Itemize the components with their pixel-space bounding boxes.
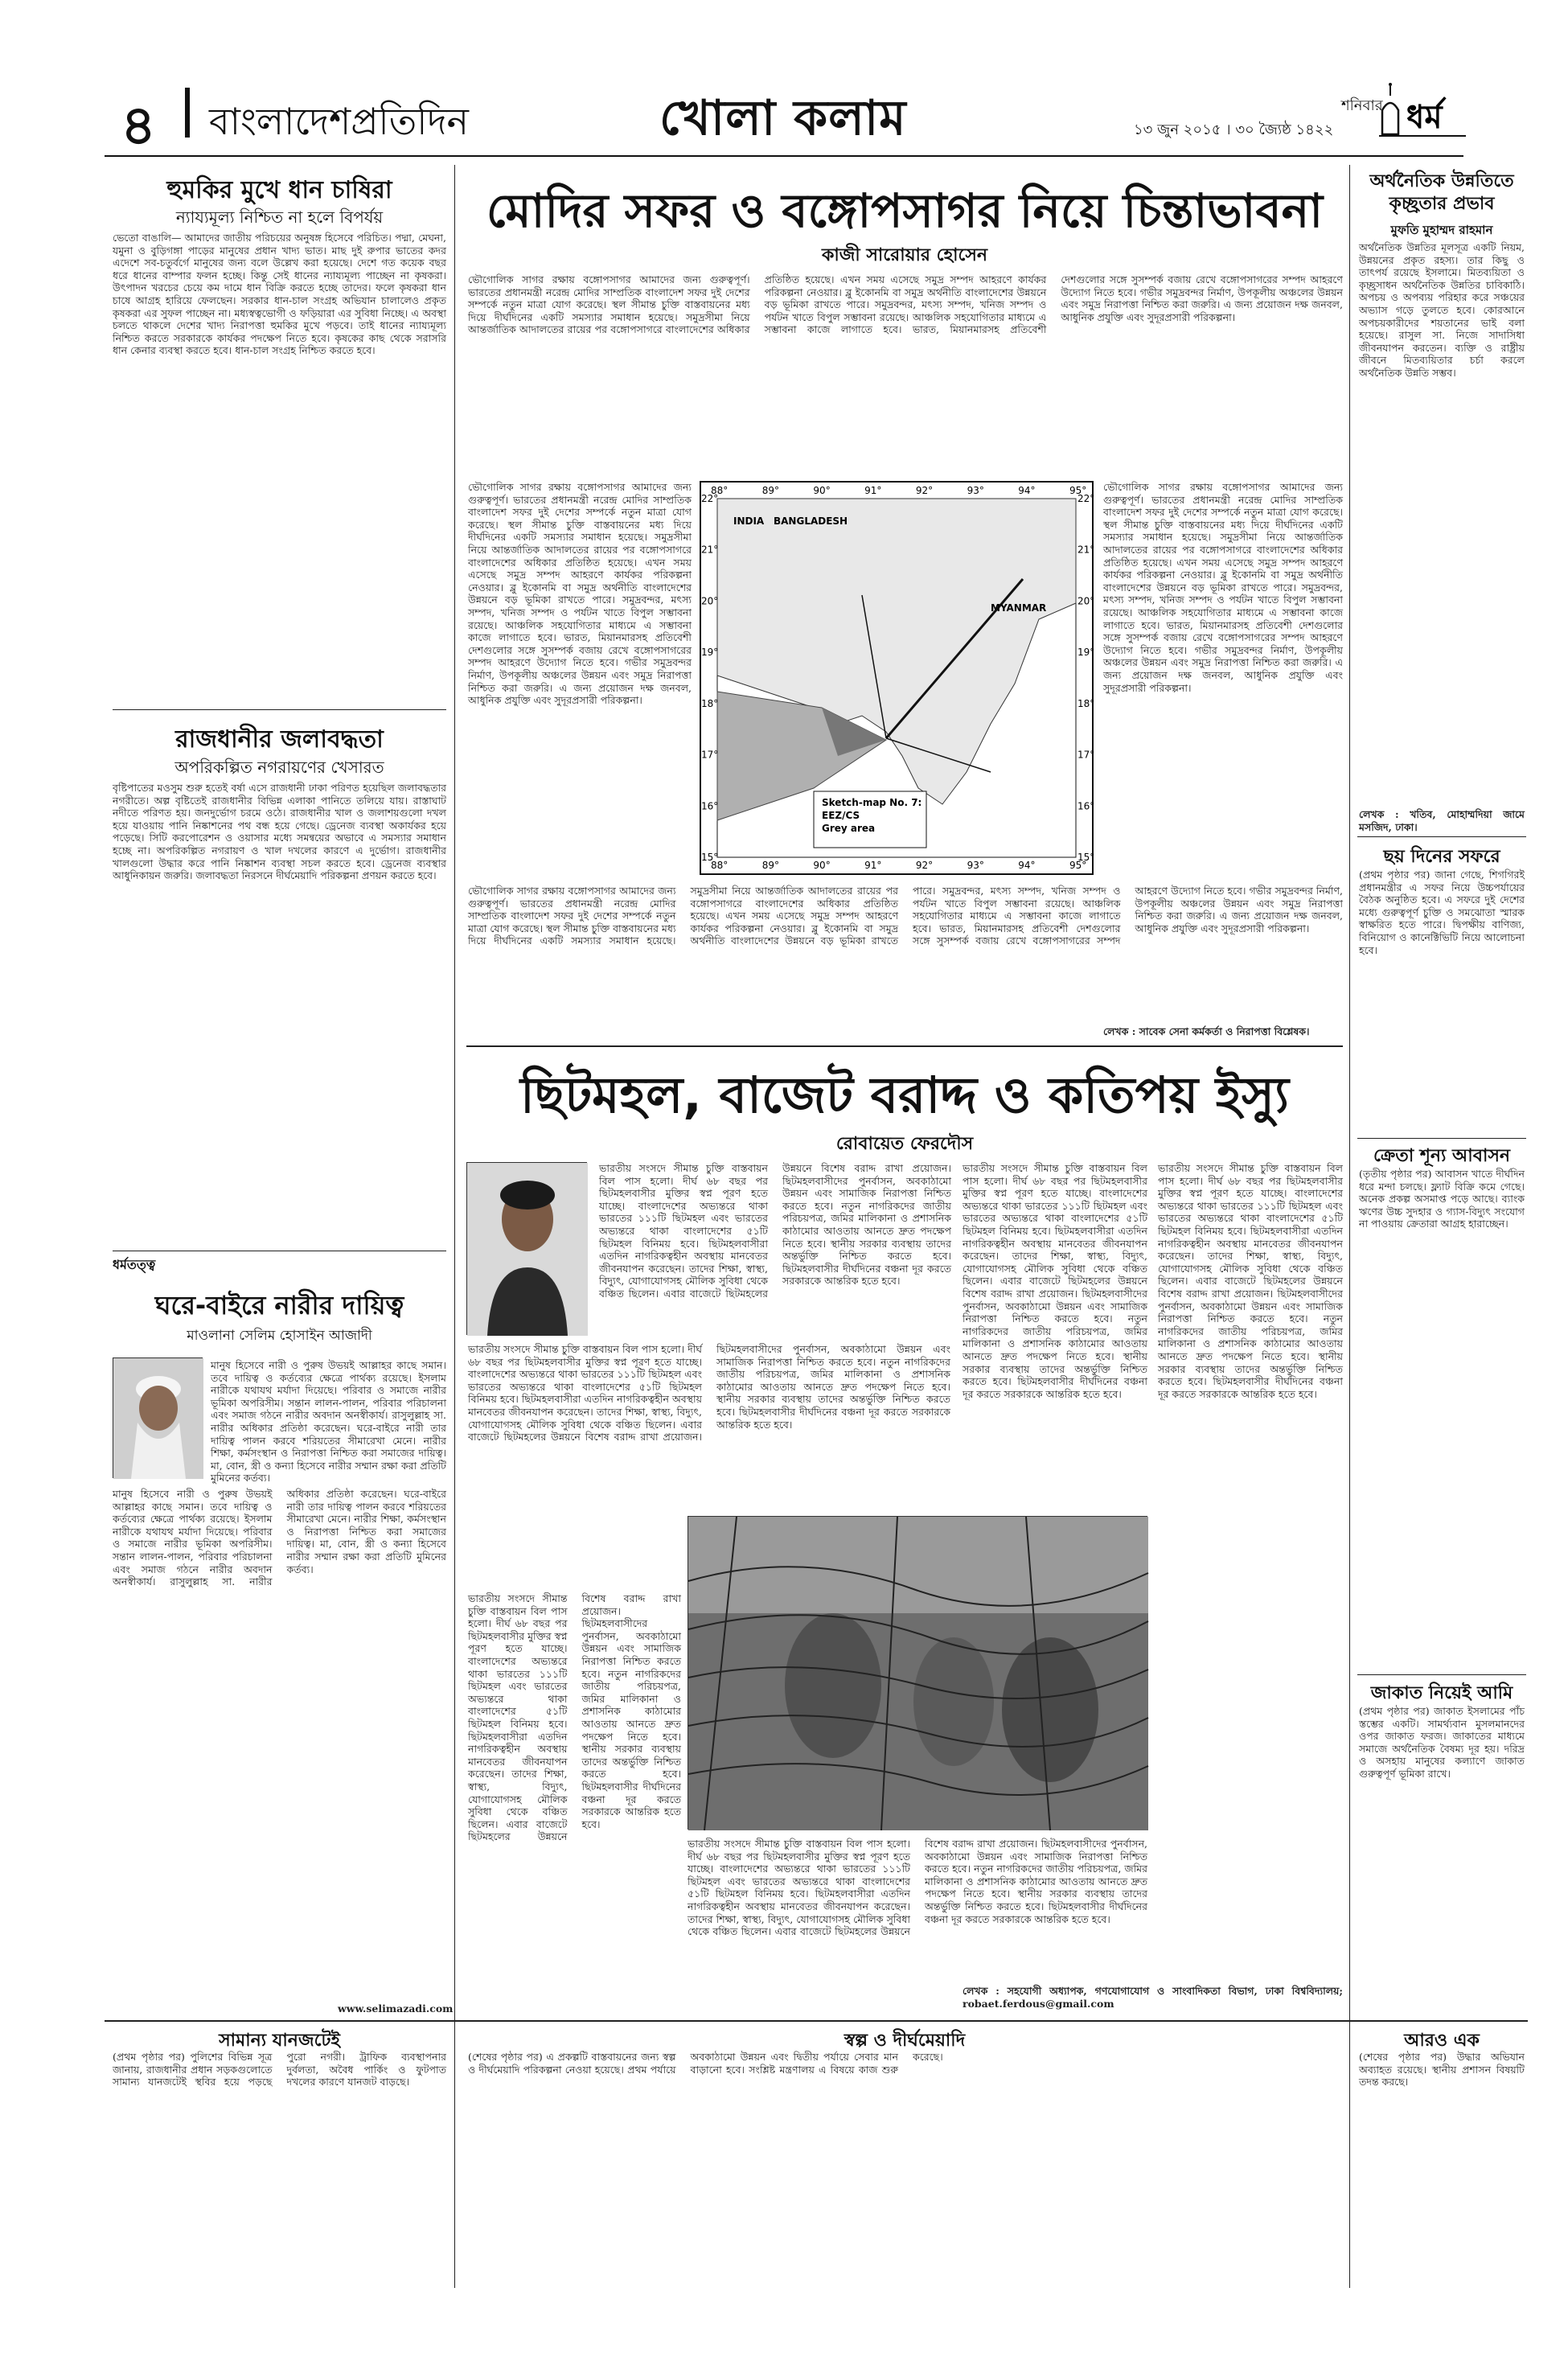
left-article1-subtitle: ন্যায্যমূল্য নিশ্চিত না হলে বিপর্যয়	[175, 207, 384, 227]
map-label-india: INDIA	[733, 515, 765, 527]
divider	[1357, 836, 1526, 837]
map-lon-tick: 93°	[967, 485, 984, 496]
dharma-logo	[1379, 78, 1467, 142]
section-title: খোলা কলাম	[659, 90, 907, 146]
date-line: ১৩ জুন ২০১৫ । ৩০ জ্যৈষ্ঠ ১৪২২	[1134, 121, 1334, 138]
map-lat-tick: 20°	[701, 595, 719, 607]
bottom-short2-title: স্বল্প ও দীর্ঘমেয়াদি	[844, 2031, 966, 2051]
map-lon-tick: 92°	[915, 860, 934, 871]
second-author: রোবায়েত ফেরদৌস	[835, 1134, 974, 1154]
map-lon-tick: 89°	[761, 485, 779, 496]
map-lat-tick: 17°	[1077, 749, 1095, 761]
main-body-right: ভৌগোলিক সাগর রক্ষায় বঙ্গোপসাগর আমাদের জন্য গুরুত্বপূর্ণ। ভারতের প্রধানমন্ত্রী নরেন্দ্র মোদির সাম্প্রতিক বাংলাদেশ সফর দুই দেশের সম্পর্কে নতুন মাত্রা যোগ করেছে। স্থল সীমান্ত চুক্তি বাস্তবায়নের মধ্য দিয়ে দীর্ঘদিনের একটি সমস্যার সমাধান হয়েছে। সমুদ্রসীমা নিয়ে আন্তর্জাতিক আদালতের রায়ের পর বঙ্গোপসাগরে বাংলাদেশের অধিকার প্রতিষ্ঠিত হয়েছে। এখন সময় এসেছে সমুদ্র সম্পদ আহরণে কার্যকর পরিকল্পনা নেওয়ার। ব্লু ইকোনমি বা সমুদ্র অর্থনীতি বাংলাদেশের উন্নয়নে বড় ভূমিকা রাখতে পারে। সমুদ্রবন্দর, মৎস্য সম্পদ, খনিজ সম্পদ ও পর্যটন খাতে বিপুল সম্ভাবনা রয়েছে। আঞ্চলিক সহযোগিতার মাধ্যমে এ সম্ভাবনা কাজে লাগাতে হবে। ভারত, মিয়ানমারসহ প্রতিবেশী দেশগুলোর সঙ্গে সুসম্পর্ক বজায় রেখে বঙ্গোপসাগরের সম্পদ আহরণে উদ্যোগ নিতে হবে। গভীর সমুদ্রবন্দর নির্মাণ, উপকূলীয় অঞ্চলের উন্নয়ন এবং সমুদ্র নিরাপত্তা নিশ্চিত করা জরুরি। এ জন্য প্রয়োজন দক্ষ জনবল, আধুনিক প্রযুক্তি এবং সুদূরপ্রসারী পরিকল্পনা।	[1103, 481, 1343, 694]
map-lat-tick: 18°	[1077, 697, 1095, 709]
author-photo-azadi	[113, 1357, 203, 1478]
map-label-bangladesh: BANGLADESH	[774, 515, 848, 527]
map-lat-tick: 19°	[701, 647, 719, 659]
map-lat-tick: 16°	[701, 800, 719, 812]
page-number: ৪	[121, 94, 157, 158]
dharma-label: ধর্ম	[1406, 99, 1443, 136]
map-lon-tick: 88°	[711, 860, 729, 871]
map-lat-tick: 19°	[1077, 647, 1095, 659]
right-article1-footer: লেখক : খতিব, মোহাম্মদিয়া জামে মসজিদ, ঢাকা।	[1359, 808, 1525, 833]
bottom-short3-title: আরও এক	[1404, 2031, 1480, 2051]
main-body-left: ভৌগোলিক সাগর রক্ষায় বঙ্গোপসাগর আমাদের জন্য গুরুত্বপূর্ণ। ভারতের প্রধানমন্ত্রী নরেন্দ্র মোদির সাম্প্রতিক বাংলাদেশ সফর দুই দেশের সম্পর্কে নতুন মাত্রা যোগ করেছে। স্থল সীমান্ত চুক্তি বাস্তবায়নের মধ্য দিয়ে দীর্ঘদিনের একটি সমস্যার সমাধান হয়েছে। সমুদ্রসীমা নিয়ে আন্তর্জাতিক আদালতের রায়ের পর বঙ্গোপসাগরে বাংলাদেশের অধিকার প্রতিষ্ঠিত হয়েছে। এখন সময় এসেছে সমুদ্র সম্পদ আহরণে কার্যকর পরিকল্পনা নেওয়ার। ব্লু ইকোনমি বা সমুদ্র অর্থনীতি বাংলাদেশের উন্নয়নে বড় ভূমিকা রাখতে পারে। সমুদ্রবন্দর, মৎস্য সম্পদ, খনিজ সম্পদ ও পর্যটন খাতে বিপুল সম্ভাবনা রয়েছে। আঞ্চলিক সহযোগিতার মাধ্যমে এ সম্ভাবনা কাজে লাগাতে হবে। ভারত, মিয়ানমারসহ প্রতিবেশী দেশগুলোর সঙ্গে সুসম্পর্ক বজায় রেখে বঙ্গোপসাগরের সম্পদ আহরণে উদ্যোগ নিতে হবে। গভীর সমুদ্রবন্দর নির্মাণ, উপকূলীয় অঞ্চলের উন্নয়ন এবং সমুদ্র নিরাপত্তা নিশ্চিত করা জরুরি। এ জন্য প্রয়োজন দক্ষ জনবল, আধুনিক প্রযুক্তি এবং সুদূরপ্রসারী পরিকল্পনা।	[468, 481, 692, 707]
masthead	[105, 76, 1463, 157]
paper-name: বাংলাদেশপ্রতিদিন	[209, 100, 470, 143]
left-article3-body-top: মানুষ হিসেবে নারী ও পুরুষ উভয়ই আল্লাহর কাছে সমান। তবে দায়িত্ব ও কর্তব্যের ক্ষেত্রে পার্থক্য রয়েছে। ইসলাম নারীকে যথাযথ মর্যাদা দিয়েছে। পরিবার ও সমাজে নারীর ভূমিকা অপরিসীম। সন্তান লালন-পালন, পরিবার পরিচালনা এবং সমাজ গঠনে নারীর অবদান অনস্বীকার্য। রাসুলুল্লাহ সা. নারীর অধিকার প্রতিষ্ঠা করেছেন। ঘরে-বাইরে নারী তার দায়িত্ব পালন করবে শরিয়তের সীমারেখা মেনে। নারীর শিক্ষা, কর্মসংস্থান ও নিরাপত্তা নিশ্চিত করা সমাজের দায়িত্ব। মা, বোন, স্ত্রী ও কন্যা হিসেবে নারীর সম্মান রক্ষা করা প্রতিটি মুমিনের কর্তব্য।	[211, 1359, 446, 1485]
second-headline: ছিটমহল, বাজেট বরাদ্দ ও কতিপয় ইস্যু	[520, 1066, 1289, 1124]
map-lon-tick: 95°	[1069, 485, 1087, 496]
column-rule-right	[1349, 165, 1350, 2288]
map-lon-tick: 93°	[967, 860, 984, 871]
left-article2-body: বৃষ্টিপাতের মওসুম শুরু হতেই বর্ষা এসে রাজধানী ঢাকা পরিণত হয়েছিল জলাবদ্ধতার নগরীতে। অল্প বৃষ্টিতেই রাজধানীর বিভিন্ন এলাকা পানিতে তলিয়ে যায়। রাস্তাঘাট নদীতে পরিণত হয়। জনদুর্ভোগ চরমে ওঠে। রাজধানীর খাল ও জলাশয়গুলো দখল হয়ে যাওয়ায় পানি নিষ্কাশনের পথ বন্ধ হয়ে গেছে। ড্রেনেজ ব্যবস্থা অকার্যকর হয়ে পড়েছে। সিটি করপোরেশন ও ওয়াসার মধ্যে সমন্বয়ের অভাবে এ সমস্যার সমাধান হচ্ছে না। অপরিকল্পিত নগরায়ণ ও খাল দখলের কারণে এ দুর্ভোগ। রাজধানীর খালগুলো উদ্ধার করে পানি নিষ্কাশন ব্যবস্থা সচল করতে হবে। ড্রেনেজ ব্যবস্থার আধুনিকায়ন জরুরি। জলাবদ্ধতা নিরসনে দীর্ঘমেয়াদি পরিকল্পনা প্রণয়ন করতে হবে।	[113, 782, 446, 882]
masthead-divider	[185, 88, 190, 138]
map-lon-tick: 91°	[864, 860, 882, 871]
map-lon-tick: 89°	[761, 860, 779, 871]
column-rule-left	[454, 165, 455, 2288]
right-article2-title: ছয় দিনের সফরে	[1383, 847, 1500, 867]
right-article4-body: (প্রথম পৃষ্ঠার পর) জাকাত ইসলামের পাঁচ স্তম্ভের একটি। সামর্থ্যবান মুসলমানদের ওপর জাকাত ফরজ। জাকাতের মাধ্যমে সমাজে অর্থনৈতিক বৈষম্য দূর হয়। দরিদ্র ও অসহায় মানুষের কল্যাণে জাকাত গুরুত্বপূর্ণ ভূমিকা রাখে।	[1359, 1705, 1525, 1780]
map-lat-tick: 16°	[1077, 800, 1095, 812]
main-body-top: ভৌগোলিক সাগর রক্ষায় বঙ্গোপসাগর আমাদের জন্য গুরুত্বপূর্ণ। ভারতের প্রধানমন্ত্রী নরেন্দ্র মোদির সাম্প্রতিক বাংলাদেশ সফর দুই দেশের সম্পর্কে নতুন মাত্রা যোগ করেছে। স্থল সীমান্ত চুক্তি বাস্তবায়নের মধ্য দিয়ে দীর্ঘদিনের একটি সমস্যার সমাধান হয়েছে। সমুদ্রসীমা নিয়ে আন্তর্জাতিক আদালতের রায়ের পর বঙ্গোপসাগরে বাংলাদেশের অধিকার প্রতিষ্ঠিত হয়েছে। এখন সময় এসেছে সমুদ্র সম্পদ আহরণে কার্যকর পরিকল্পনা নেওয়ার। ব্লু ইকোনমি বা সমুদ্র অর্থনীতি বাংলাদেশের উন্নয়নে বড় ভূমিকা রাখতে পারে। সমুদ্রবন্দর, মৎস্য সম্পদ, খনিজ সম্পদ ও পর্যটন খাতে বিপুল সম্ভাবনা রয়েছে। আঞ্চলিক সহযোগিতার মাধ্যমে এ সম্ভাবনা কাজে লাগাতে হবে। ভারত, মিয়ানমারসহ প্রতিবেশী দেশগুলোর সঙ্গে সুসম্পর্ক বজায় রেখে বঙ্গোপসাগরের সম্পদ আহরণে উদ্যোগ নিতে হবে। গভীর সমুদ্রবন্দর নির্মাণ, উপকূলীয় অঞ্চলের উন্নয়ন এবং সমুদ্র নিরাপত্তা নিশ্চিত করা জরুরি। এ জন্য প্রয়োজন দক্ষ জনবল, আধুনিক প্রযুক্তি এবং সুদূরপ্রসারী পরিকল্পনা।	[468, 273, 1343, 336]
second-body-left: ভারতীয় সংসদে সীমান্ত চুক্তি বাস্তবায়ন বিল পাস হলো। দীর্ঘ ৬৮ বছর পর ছিটমহলবাসীর মুক্তির স্বপ্ন পূরণ হতে যাচ্ছে। বাংলাদেশের অভ্যন্তরে থাকা ভারতের ১১১টি ছিটমহল এবং ভারতের অভ্যন্তরে থাকা বাংলাদেশের ৫১টি ছিটমহল বিনিময় হবে। ছিটমহলবাসীরা এতদিন নাগরিকত্বহীন অবস্থায় মানবেতর জীবনযাপন করেছেন। তাদের শিক্ষা, স্বাস্থ্য, বিদ্যুৎ, যোগাযোগসহ মৌলিক সুবিধা থেকে বঞ্চিত ছিলেন। এবার বাজেটে ছিটমহলের উন্নয়নে বিশেষ বরাদ্দ রাখা প্রয়োজন। ছিটমহলবাসীদের পুনর্বাসন, অবকাঠামো উন্নয়ন এবং সামাজিক নিরাপত্তা নিশ্চিত করতে হবে। নতুন নাগরিকদের জাতীয় পরিচয়পত্র, জমির মালিকানা ও প্রশাসনিক কাঠামোর আওতায় আনতে দ্রুত পদক্ষেপ নিতে হবে। স্থানীয় সরকার ব্যবস্থায় তাদের অন্তর্ভুক্তি নিশ্চিত করতে হবে। ছিটমহলবাসীর দীর্ঘদিনের বঞ্চনা দূর করতে সরকারকে আন্তরিক হতে হবে।	[468, 1343, 950, 1444]
map-lon-tick: 94°	[1018, 485, 1036, 496]
author-website: www.selimazadi.com	[338, 2002, 454, 2015]
main-headline: মোদির সফর ও বঙ্গোপসাগর নিয়ে চিন্তাভাবনা	[486, 183, 1324, 238]
map-lon-tick: 90°	[813, 860, 831, 871]
left-article1-title: হুমকির মুখে ধান চাষিরা	[166, 176, 392, 204]
map-lon-tick: 91°	[864, 485, 882, 496]
main-author: কাজী সারোয়ার হোসেন	[821, 245, 988, 265]
second-body-col3: ভারতীয় সংসদে সীমান্ত চুক্তি বাস্তবায়ন বিল পাস হলো। দীর্ঘ ৬৮ বছর পর ছিটমহলবাসীর মুক্তির স্বপ্ন পূরণ হতে যাচ্ছে। বাংলাদেশের অভ্যন্তরে থাকা ভারতের ১১১টি ছিটমহল এবং ভারতের অভ্যন্তরে থাকা বাংলাদেশের ৫১টি ছিটমহল বিনিময় হবে। ছিটমহলবাসীরা এতদিন নাগরিকত্বহীন অবস্থায় মানবেতর জীবনযাপন করেছেন। তাদের শিক্ষা, স্বাস্থ্য, বিদ্যুৎ, যোগাযোগসহ মৌলিক সুবিধা থেকে বঞ্চিত ছিলেন। এবার বাজেটে ছিটমহলের উন্নয়নে বিশেষ বরাদ্দ রাখা প্রয়োজন। ছিটমহলবাসীদের পুনর্বাসন, অবকাঠামো উন্নয়ন এবং সামাজিক নিরাপত্তা নিশ্চিত করতে হবে। নতুন নাগরিকদের জাতীয় পরিচয়পত্র, জমির মালিকানা ও প্রশাসনিক কাঠামোর আওতায় আনতে দ্রুত পদক্ষেপ নিতে হবে। স্থানীয় সরকার ব্যবস্থায় তাদের অন্তর্ভুক্তি নিশ্চিত করতে হবে। ছিটমহলবাসীর দীর্ঘদিনের বঞ্চনা দূর করতে সরকারকে আন্তরিক হতে হবে।	[963, 1162, 1147, 1400]
map-lat-tick: 22°	[1077, 493, 1095, 504]
map-lon-tick: 94°	[1018, 860, 1036, 871]
right-article2-body: (প্রথম পৃষ্ঠার পর) জানা গেছে, শিগগিরই প্রধানমন্ত্রীর এ সফর নিয়ে উচ্চপর্যায়ের বৈঠক অনুষ্ঠিত হবে। এ সফরে দুই দেশের মধ্যে গুরুত্বপূর্ণ চুক্তি ও সমঝোতা স্মারক স্বাক্ষরিত হতে পারে। দ্বিপক্ষীয় বাণিজ্য, বিনিয়োগ ও কানেক্টিভিটি নিয়ে আলোচনা হবে।	[1359, 869, 1525, 956]
map-lon-tick: 88°	[711, 485, 729, 496]
author-photo-ferdous	[466, 1162, 587, 1335]
map-label-myanmar: MYANMAR	[991, 602, 1047, 614]
right-article3-body: (তৃতীয় পৃষ্ঠার পর) আবাসন খাতে দীর্ঘদিন ধরে মন্দা চলছে। ফ্ল্যাট বিক্রি কমে গেছে। অনেক প্রকল্প অসমাপ্ত পড়ে আছে। ব্যাংক ঋণের উচ্চ সুদহার ও গ্যাস-বিদ্যুৎ সংযোগ না পাওয়ায় ক্রেতারা আগ্রহ হারাচ্ছেন।	[1359, 1168, 1525, 1230]
left-article1-body: ভেতো বাঙালি— আমাদের জাতীয় পরিচয়ের অনুষঙ্গ হিসেবে পরিচিত। পদ্মা, মেঘনা, যমুনা ও বুড়িগঙ্গা পাড়ের মানুষের প্রধান খাদ্য ভাত। মাছ দুই রুপার ভাতের কদর এদেশে সব-চতুর্বর্গে মানুষের জন্য বলে উল্লেখ করা হয়েছে। দেশে গত কয়েক বছর ধরে ধানের বাম্পার ফলন হচ্ছে। কিন্তু সেই ধানের ন্যায্যমূল্য পাচ্ছেন না কৃষকরা। উৎপাদন খরচের চেয়ে কম দামে ধান বিক্রি করতে হচ্ছে তাদের। ফলে কৃষকরা ধান চাষে আগ্রহ হারিয়ে ফেলছেন। সরকার ধান-চাল সংগ্রহ অভিযান চালালেও প্রকৃত কৃষকরা এর সুফল পাচ্ছেন না। মধ্যস্বত্বভোগী ও ফড়িয়ারা এর সুবিধা নিচ্ছে। এ অবস্থা চলতে থাকলে দেশের খাদ্য নিরাপত্তা হুমকির মুখে পড়বে। তাই ধানের ন্যায্যমূল্য নিশ্চিত করতে সরকারকে কার্যকর পদক্ষেপ নিতে হবে। কৃষকের কাছ থেকে সরাসরি ধান কেনার ব্যবস্থা করতে হবে। ধান-চাল সংগ্রহ নিশ্চিত করতে হবে।	[113, 232, 446, 357]
second-body-top: ভারতীয় সংসদে সীমান্ত চুক্তি বাস্তবায়ন বিল পাস হলো। দীর্ঘ ৬৮ বছর পর ছিটমহলবাসীর মুক্তির স্বপ্ন পূরণ হতে যাচ্ছে। বাংলাদেশের অভ্যন্তরে থাকা ভারতের ১১১টি ছিটমহল এবং ভারতের অভ্যন্তরে থাকা বাংলাদেশের ৫১টি ছিটমহল বিনিময় হবে। ছিটমহলবাসীরা এতদিন নাগরিকত্বহীন অবস্থায় মানবেতর জীবনযাপন করেছেন। তাদের শিক্ষা, স্বাস্থ্য, বিদ্যুৎ, যোগাযোগসহ মৌলিক সুবিধা থেকে বঞ্চিত ছিলেন। এবার বাজেটে ছিটমহলের উন্নয়নে বিশেষ বরাদ্দ রাখা প্রয়োজন। ছিটমহলবাসীদের পুনর্বাসন, অবকাঠামো উন্নয়ন এবং সামাজিক নিরাপত্তা নিশ্চিত করতে হবে। নতুন নাগরিকদের জাতীয় পরিচয়পত্র, জমির মালিকানা ও প্রশাসনিক কাঠামোর আওতায় আনতে দ্রুত পদক্ষেপ নিতে হবে। স্থানীয় সরকার ব্যবস্থায় তাদের অন্তর্ভুক্তি নিশ্চিত করতে হবে। ছিটমহলবাসীর দীর্ঘদিনের বঞ্চনা দূর করতে সরকারকে আন্তরিক হতে হবে।	[599, 1162, 951, 1300]
weekday: শনিবার	[1341, 97, 1383, 114]
left-article3-title: ঘরে-বাইরে নারীর দায়িত্ব	[154, 1290, 404, 1320]
map-lat-tick: 21°	[701, 544, 719, 556]
left-article2-subtitle: অপরিকল্পিত নগরায়ণের খেসারত	[174, 758, 384, 777]
map-lat-tick: 21°	[1077, 544, 1095, 556]
divider	[113, 709, 446, 710]
left-article3-author: মাওলানা সেলিম হোসাইন আজাদী	[187, 1328, 372, 1344]
right-article1-body: অর্থনৈতিক উন্নতির মূলসূত্র একটি নিয়ম, উন্নয়নের প্রকৃত রহস্য। তার কিছু ও তাৎপর্য রয়েছে ইসলামে। মিতব্যয়িতা ও কৃচ্ছ্রসাধন অর্থনৈতিক উন্নতির চাবিকাঠি। অপচয় ও অপব্যয় পরিহার করে সঞ্চয়ের অভ্যাস গড়ে তুলতে হবে। কোরআনে অপচয়কারীদের শয়তানের ভাই বলা হয়েছে। রাসুল সা. নিজে সাদাসিধা জীবনযাপন করতেন। ব্যক্তি ও রাষ্ট্রীয় জীবনে মিতব্যয়িতার চর্চা করলে অর্থনৈতিক উন্নতি সম্ভব।	[1359, 241, 1525, 379]
second-author-footer: লেখক : সহযোগী অধ্যাপক, গণযোগাযোগ ও সাংবাদিকতা বিভাগ, ঢাকা বিশ্ববিদ্যালয়; robaet.ferdous@gmail.com	[963, 1985, 1343, 2010]
right-article1-author: মুফতি মুহাম্মদ রাহমান	[1390, 223, 1493, 237]
bottom-divider	[105, 2020, 1528, 2022]
map-lat-tick: 20°	[1077, 595, 1095, 607]
main-author-footer: লেখক : সাবেক সেনা কর্মকর্তা ও নিরাপত্তা বিশ্লেষক।	[1103, 1025, 1310, 1037]
divider	[1357, 1138, 1526, 1139]
divider	[1357, 1674, 1526, 1675]
map-lon-tick: 92°	[915, 485, 934, 496]
main-body-bottom: ভৌগোলিক সাগর রক্ষায় বঙ্গোপসাগর আমাদের জন্য গুরুত্বপূর্ণ। ভারতের প্রধানমন্ত্রী নরেন্দ্র মোদির সাম্প্রতিক বাংলাদেশ সফর দুই দেশের সম্পর্কে নতুন মাত্রা যোগ করেছে। স্থল সীমান্ত চুক্তি বাস্তবায়নের মধ্য দিয়ে দীর্ঘদিনের একটি সমস্যার সমাধান হয়েছে। সমুদ্রসীমা নিয়ে আন্তর্জাতিক আদালতের রায়ের পর বঙ্গোপসাগরে বাংলাদেশের অধিকার প্রতিষ্ঠিত হয়েছে। এখন সময় এসেছে সমুদ্র সম্পদ আহরণে কার্যকর পরিকল্পনা নেওয়ার। ব্লু ইকোনমি বা সমুদ্র অর্থনীতি বাংলাদেশের উন্নয়নে বড় ভূমিকা রাখতে পারে। সমুদ্রবন্দর, মৎস্য সম্পদ, খনিজ সম্পদ ও পর্যটন খাতে বিপুল সম্ভাবনা রয়েছে। আঞ্চলিক সহযোগিতার মাধ্যমে এ সম্ভাবনা কাজে লাগাতে হবে। ভারত, মিয়ানমারসহ প্রতিবেশী দেশগুলোর সঙ্গে সুসম্পর্ক বজায় রেখে বঙ্গোপসাগরের সম্পদ আহরণে উদ্যোগ নিতে হবে। গভীর সমুদ্রবন্দর নির্মাণ, উপকূলীয় অঞ্চলের উন্নয়ন এবং সমুদ্র নিরাপত্তা নিশ্চিত করা জরুরি। এ জন্য প্রয়োজন দক্ষ জনবল, আধুনিক প্রযুক্তি এবং সুদূরপ্রসারী পরিকল্পনা।	[468, 885, 1343, 947]
map-lon-tick: 95°	[1069, 860, 1087, 871]
left-article3-body: মানুষ হিসেবে নারী ও পুরুষ উভয়ই আল্লাহর কাছে সমান। তবে দায়িত্ব ও কর্তব্যের ক্ষেত্রে পার্থক্য রয়েছে। ইসলাম নারীকে যথাযথ মর্যাদা দিয়েছে। পরিবার ও সমাজে নারীর ভূমিকা অপরিসীম। সন্তান লালন-পালন, পরিবার পরিচালনা এবং সমাজ গঠনে নারীর অবদান অনস্বীকার্য। রাসুলুল্লাহ সা. নারীর অধিকার প্রতিষ্ঠা করেছেন। ঘরে-বাইরে নারী তার দায়িত্ব পালন করবে শরিয়তের সীমারেখা মেনে। নারীর শিক্ষা, কর্মসংস্থান ও নিরাপত্তা নিশ্চিত করা সমাজের দায়িত্ব। মা, বোন, স্ত্রী ও কন্যা হিসেবে নারীর সম্মান রক্ষা করা প্রতিটি মুমিনের কর্তব্য।	[113, 1488, 446, 1588]
map-lat-tick: 17°	[701, 749, 719, 761]
left-article2-title: রাজধানীর জলাবদ্ধতা	[175, 725, 384, 754]
divider	[466, 1045, 1343, 1047]
map-lat-tick: 15°	[1077, 852, 1095, 863]
eez-sketch-map	[700, 481, 1094, 875]
right-article3-title: ক্রেতা শূন্য আবাসন	[1373, 1146, 1510, 1166]
map-lat-tick: 18°	[701, 697, 719, 709]
map-lat-tick: 22°	[701, 493, 719, 504]
bottom-short3-body: (শেষের পৃষ্ঠার পর) উদ্ধার অভিযান অব্যাহত রয়েছে। স্থানীয় প্রশাসন বিষয়টি তদন্ত করছে।	[1359, 2051, 1525, 2089]
second-body-lower-left: ভারতীয় সংসদে সীমান্ত চুক্তি বাস্তবায়ন বিল পাস হলো। দীর্ঘ ৬৮ বছর পর ছিটমহলবাসীর মুক্তির স্বপ্ন পূরণ হতে যাচ্ছে। বাংলাদেশের অভ্যন্তরে থাকা ভারতের ১১১টি ছিটমহল এবং ভারতের অভ্যন্তরে থাকা বাংলাদেশের ৫১টি ছিটমহল বিনিময় হবে। ছিটমহলবাসীরা এতদিন নাগরিকত্বহীন অবস্থায় মানবেতর জীবনযাপন করেছেন। তাদের শিক্ষা, স্বাস্থ্য, বিদ্যুৎ, যোগাযোগসহ মৌলিক সুবিধা থেকে বঞ্চিত ছিলেন। এবার বাজেটে ছিটমহলের উন্নয়নে বিশেষ বরাদ্দ রাখা প্রয়োজন। ছিটমহলবাসীদের পুনর্বাসন, অবকাঠামো উন্নয়ন এবং সামাজিক নিরাপত্তা নিশ্চিত করতে হবে। নতুন নাগরিকদের জাতীয় পরিচয়পত্র, জমির মালিকানা ও প্রশাসনিক কাঠামোর আওতায় আনতে দ্রুত পদক্ষেপ নিতে হবে। স্থানীয় সরকার ব্যবস্থায় তাদের অন্তর্ভুক্তি নিশ্চিত করতে হবে। ছিটমহলবাসীর দীর্ঘদিনের বঞ্চনা দূর করতে সরকারকে আন্তরিক হতে হবে।	[468, 1592, 681, 1843]
map-title: Sketch-map No. 7: EEZ/CS Grey area	[822, 797, 922, 834]
bottom-short2-body: (শেষের পৃষ্ঠার পর) এ প্রকল্পটি বাস্তবায়নের জন্য স্বল্প ও দীর্ঘমেয়াদি পরিকল্পনা নেওয়া হয়েছে। প্রথম পর্যায়ে অবকাঠামো উন্নয়ন এবং দ্বিতীয় পর্যায়ে সেবার মান বাড়ানো হবে। সংশ্লিষ্ট মন্ত্রণালয় এ বিষয়ে কাজ শুরু করেছে।	[468, 2051, 943, 2076]
map-lat-tick: 15°	[701, 852, 719, 863]
right-article1-title: অর্থনৈতিক উন্নতিতে কৃচ্ছ্রতার প্রভাব	[1369, 171, 1514, 214]
map-lon-tick: 90°	[813, 485, 831, 496]
section-label-dharmatattva: ধর্মতত্ত্ব	[113, 1255, 209, 1276]
bottom-short1-body: (প্রথম পৃষ্ঠার পর) পুলিশের বিভিন্ন সূত্র জানায়, রাজধানীর প্রধান সড়কগুলোতে সামান্য যানজটেই স্থবির হয়ে পড়ছে পুরো নগরী। ট্রাফিক ব্যবস্থাপনার দুর্বলতা, অবৈধ পার্কিং ও ফুটপাত দখলের কারণে যানজট বাড়ছে।	[113, 2051, 446, 2089]
second-body-lower-mid: ভারতীয় সংসদে সীমান্ত চুক্তি বাস্তবায়ন বিল পাস হলো। দীর্ঘ ৬৮ বছর পর ছিটমহলবাসীর মুক্তির স্বপ্ন পূরণ হতে যাচ্ছে। বাংলাদেশের অভ্যন্তরে থাকা ভারতের ১১১টি ছিটমহল এবং ভারতের অভ্যন্তরে থাকা বাংলাদেশের ৫১টি ছিটমহল বিনিময় হবে। ছিটমহলবাসীরা এতদিন নাগরিকত্বহীন অবস্থায় মানবেতর জীবনযাপন করেছেন। তাদের শিক্ষা, স্বাস্থ্য, বিদ্যুৎ, যোগাযোগসহ মৌলিক সুবিধা থেকে বঞ্চিত ছিলেন। এবার বাজেটে ছিটমহলের উন্নয়নে বিশেষ বরাদ্দ রাখা প্রয়োজন। ছিটমহলবাসীদের পুনর্বাসন, অবকাঠামো উন্নয়ন এবং সামাজিক নিরাপত্তা নিশ্চিত করতে হবে। নতুন নাগরিকদের জাতীয় পরিচয়পত্র, জমির মালিকানা ও প্রশাসনিক কাঠামোর আওতায় আনতে দ্রুত পদক্ষেপ নিতে হবে। স্থানীয় সরকার ব্যবস্থায় তাদের অন্তর্ভুক্তি নিশ্চিত করতে হবে। ছিটমহলবাসীর দীর্ঘদিনের বঞ্চনা দূর করতে সরকারকে আন্তরিক হতে হবে।	[688, 1838, 1147, 1938]
bottom-short1-title: সামান্য যানজটেই	[219, 2031, 340, 2051]
right-article4-title: জাকাত নিয়েই আমি	[1370, 1683, 1513, 1703]
second-body-col4: ভারতীয় সংসদে সীমান্ত চুক্তি বাস্তবায়ন বিল পাস হলো। দীর্ঘ ৬৮ বছর পর ছিটমহলবাসীর মুক্তির স্বপ্ন পূরণ হতে যাচ্ছে। বাংলাদেশের অভ্যন্তরে থাকা ভারতের ১১১টি ছিটমহল এবং ভারতের অভ্যন্তরে থাকা বাংলাদেশের ৫১টি ছিটমহল বিনিময় হবে। ছিটমহলবাসীরা এতদিন নাগরিকত্বহীন অবস্থায় মানবেতর জীবনযাপন করেছেন। তাদের শিক্ষা, স্বাস্থ্য, বিদ্যুৎ, যোগাযোগসহ মৌলিক সুবিধা থেকে বঞ্চিত ছিলেন। এবার বাজেটে ছিটমহলের উন্নয়নে বিশেষ বরাদ্দ রাখা প্রয়োজন। ছিটমহলবাসীদের পুনর্বাসন, অবকাঠামো উন্নয়ন এবং সামাজিক নিরাপত্তা নিশ্চিত করতে হবে। নতুন নাগরিকদের জাতীয় পরিচয়পত্র, জমির মালিকানা ও প্রশাসনিক কাঠামোর আওতায় আনতে দ্রুত পদক্ষেপ নিতে হবে। স্থানীয় সরকার ব্যবস্থায় তাদের অন্তর্ভুক্তি নিশ্চিত করতে হবে। ছিটমহলবাসীর দীর্ঘদিনের বঞ্চনা দূর করতে সরকারকে আন্তরিক হতে হবে।	[1158, 1162, 1343, 1400]
enclave-photo	[688, 1516, 1147, 1830]
